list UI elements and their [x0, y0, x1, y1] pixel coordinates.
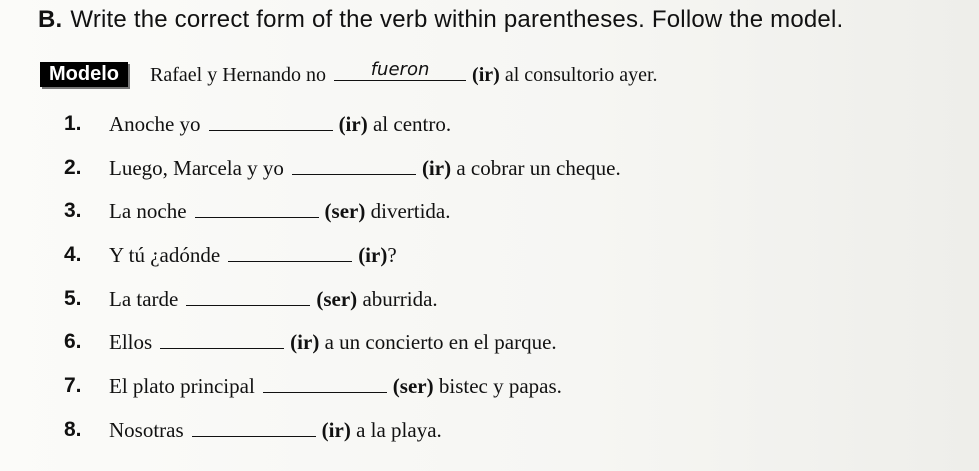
verb-hint: (ir)	[338, 112, 368, 136]
exercise-heading	[38, 6, 843, 34]
modelo-tag: Modelo	[40, 62, 128, 87]
item-sentence-end: bistec y papas.	[438, 374, 562, 399]
item-sentence	[109, 112, 451, 137]
item-sentence-start: Ellos	[109, 330, 153, 355]
item-sentence-start: La tarde	[109, 286, 179, 311]
item-sentence-start: El plato principal	[109, 374, 255, 399]
exercise-items	[64, 112, 621, 462]
item-sentence	[109, 287, 438, 312]
exercise-item-7	[64, 374, 621, 418]
verb-hint: (ir)	[421, 155, 452, 180]
answer-blank[interactable]	[192, 418, 316, 437]
answer-blank[interactable]	[263, 374, 387, 393]
verb-hint: (ser)	[392, 374, 434, 399]
item-sentence-end: a un concierto en el parque.	[324, 330, 557, 355]
exercise-item-5	[64, 287, 621, 331]
item-number: 7.	[64, 374, 82, 398]
model-answer: fueron	[370, 58, 430, 80]
exercise-item-3	[64, 199, 621, 243]
exercise-item-1	[64, 112, 621, 156]
item-sentence	[109, 243, 397, 268]
item-sentence	[109, 418, 442, 443]
model-verb-hint: (ir)	[472, 63, 500, 86]
item-number: 3.	[64, 199, 82, 223]
verb-hint: (ir)	[321, 417, 351, 442]
item-sentence-end: aburrida.	[362, 286, 438, 311]
exercise-item-8	[64, 418, 621, 462]
item-sentence	[109, 374, 562, 399]
item-sentence-start: Nosotras	[109, 417, 184, 442]
item-number: 5.	[64, 286, 82, 310]
exercise-item-4	[64, 243, 621, 287]
model-sentence-end: al consultorio ayer.	[504, 63, 658, 86]
answer-blank[interactable]	[186, 287, 310, 306]
item-number: 1.	[64, 112, 82, 135]
verb-hint: (ir)	[290, 330, 320, 355]
answer-blank[interactable]	[292, 156, 416, 175]
exercise-letter: B.	[38, 6, 63, 33]
item-sentence-start: Luego, Marcela y yo	[109, 155, 284, 180]
item-sentence-end: ?	[387, 243, 397, 268]
item-sentence-end: a la playa.	[356, 417, 442, 442]
verb-hint: (ir)	[358, 243, 388, 268]
item-sentence-start: Anoche yo	[109, 112, 201, 136]
exercise-instruction: Write the correct form of the verb within parentheses. Follow the model.	[70, 6, 844, 33]
item-sentence-end: a cobrar un cheque.	[456, 155, 621, 180]
exercise-item-2	[64, 156, 621, 200]
answer-blank[interactable]	[209, 112, 333, 131]
answer-blank[interactable]	[160, 330, 284, 349]
answer-blank[interactable]	[228, 243, 352, 262]
model-example	[40, 60, 658, 88]
item-number: 6.	[64, 330, 82, 354]
item-sentence	[109, 156, 621, 181]
item-number: 8.	[64, 417, 82, 441]
model-sentence	[150, 58, 658, 87]
item-sentence	[109, 199, 451, 224]
item-number: 2.	[64, 155, 82, 179]
exercise-item-6	[64, 330, 621, 374]
item-sentence	[109, 330, 557, 355]
model-sentence-start: Rafael y Hernando no	[150, 63, 327, 86]
verb-hint: (ser)	[316, 286, 358, 311]
item-sentence-end: al centro.	[372, 112, 452, 136]
item-sentence-end: divertida.	[370, 199, 451, 224]
item-sentence-start: Y tú ¿adónde	[109, 243, 221, 268]
item-sentence-start: La noche	[109, 199, 187, 224]
item-number: 4.	[64, 243, 82, 267]
model-answer-blank	[334, 58, 466, 81]
verb-hint: (ser)	[324, 199, 366, 224]
answer-blank[interactable]	[195, 199, 319, 218]
